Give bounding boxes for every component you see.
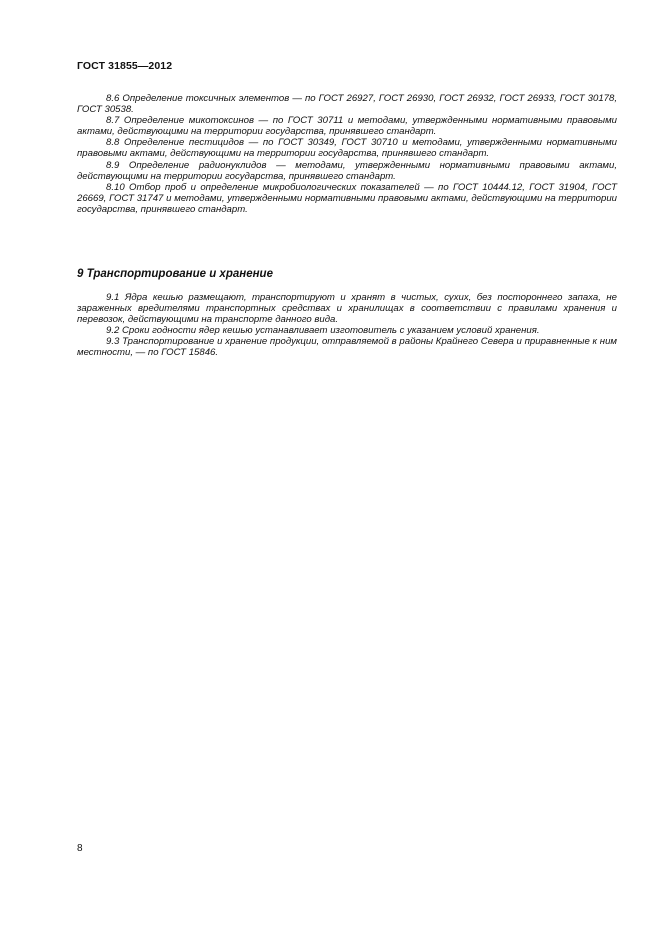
paragraph-8-9: 8.9 Определение радионуклидов — методами, утвержденными нормативными правовыми актами, действующими на территории государства, принявшего стандарт. <box>77 159 617 182</box>
section-9-body <box>77 292 617 359</box>
page-number: 8 <box>77 843 83 854</box>
section-8-continuation <box>77 93 617 215</box>
paragraph-9-1: 9.1 Ядра кешью размещают, транспортируют и хранят в чистых, сухих, без постороннего запаха, не зараженных вредителями транспортных средствах и хранилищах в соответствии с правилами хранения и перевозок, действующими на транспорте данного вида. <box>77 292 617 326</box>
paragraph-9-2: 9.2 Сроки годности ядер кешью устанавливает изготовитель с указанием условий хранения. <box>106 325 540 337</box>
section-9-title: 9 Транспортирование и хранение <box>77 268 273 280</box>
paragraph-9-3: 9.3 Транспортирование и хранение продукции, отправляемой в районы Крайнего Севера и приравненные к ним местности, — по ГОСТ 15846. <box>77 336 617 359</box>
paragraph-8-6: 8.6 Определение токсичных элементов — по ГОСТ 26927, ГОСТ 26930, ГОСТ 26932, ГОСТ 26933, ГОСТ 30178, ГОСТ 30538. <box>77 93 617 116</box>
paragraph-8-8: 8.8 Определение пестицидов — по ГОСТ 30349, ГОСТ 30710 и методами, утвержденными нормативными правовыми актами, действующими на территории государства, принявшего стандарт. <box>77 137 617 160</box>
document-header: ГОСТ 31855—2012 <box>77 60 173 72</box>
paragraph-8-7: 8.7 Определение микотоксинов — по ГОСТ 30711 и методами, утвержденными нормативными правовыми актами, действующими на территории государства, принявшего стандарт. <box>77 115 617 138</box>
paragraph-8-10: 8.10 Отбор проб и определение микробиологических показателей — по ГОСТ 10444.12, ГОСТ 31904, ГОСТ 26669, ГОСТ 31747 и методами, утвержденными нормативными правовыми актами, действующими на территории государства, принявшего стандарт. <box>77 181 617 215</box>
